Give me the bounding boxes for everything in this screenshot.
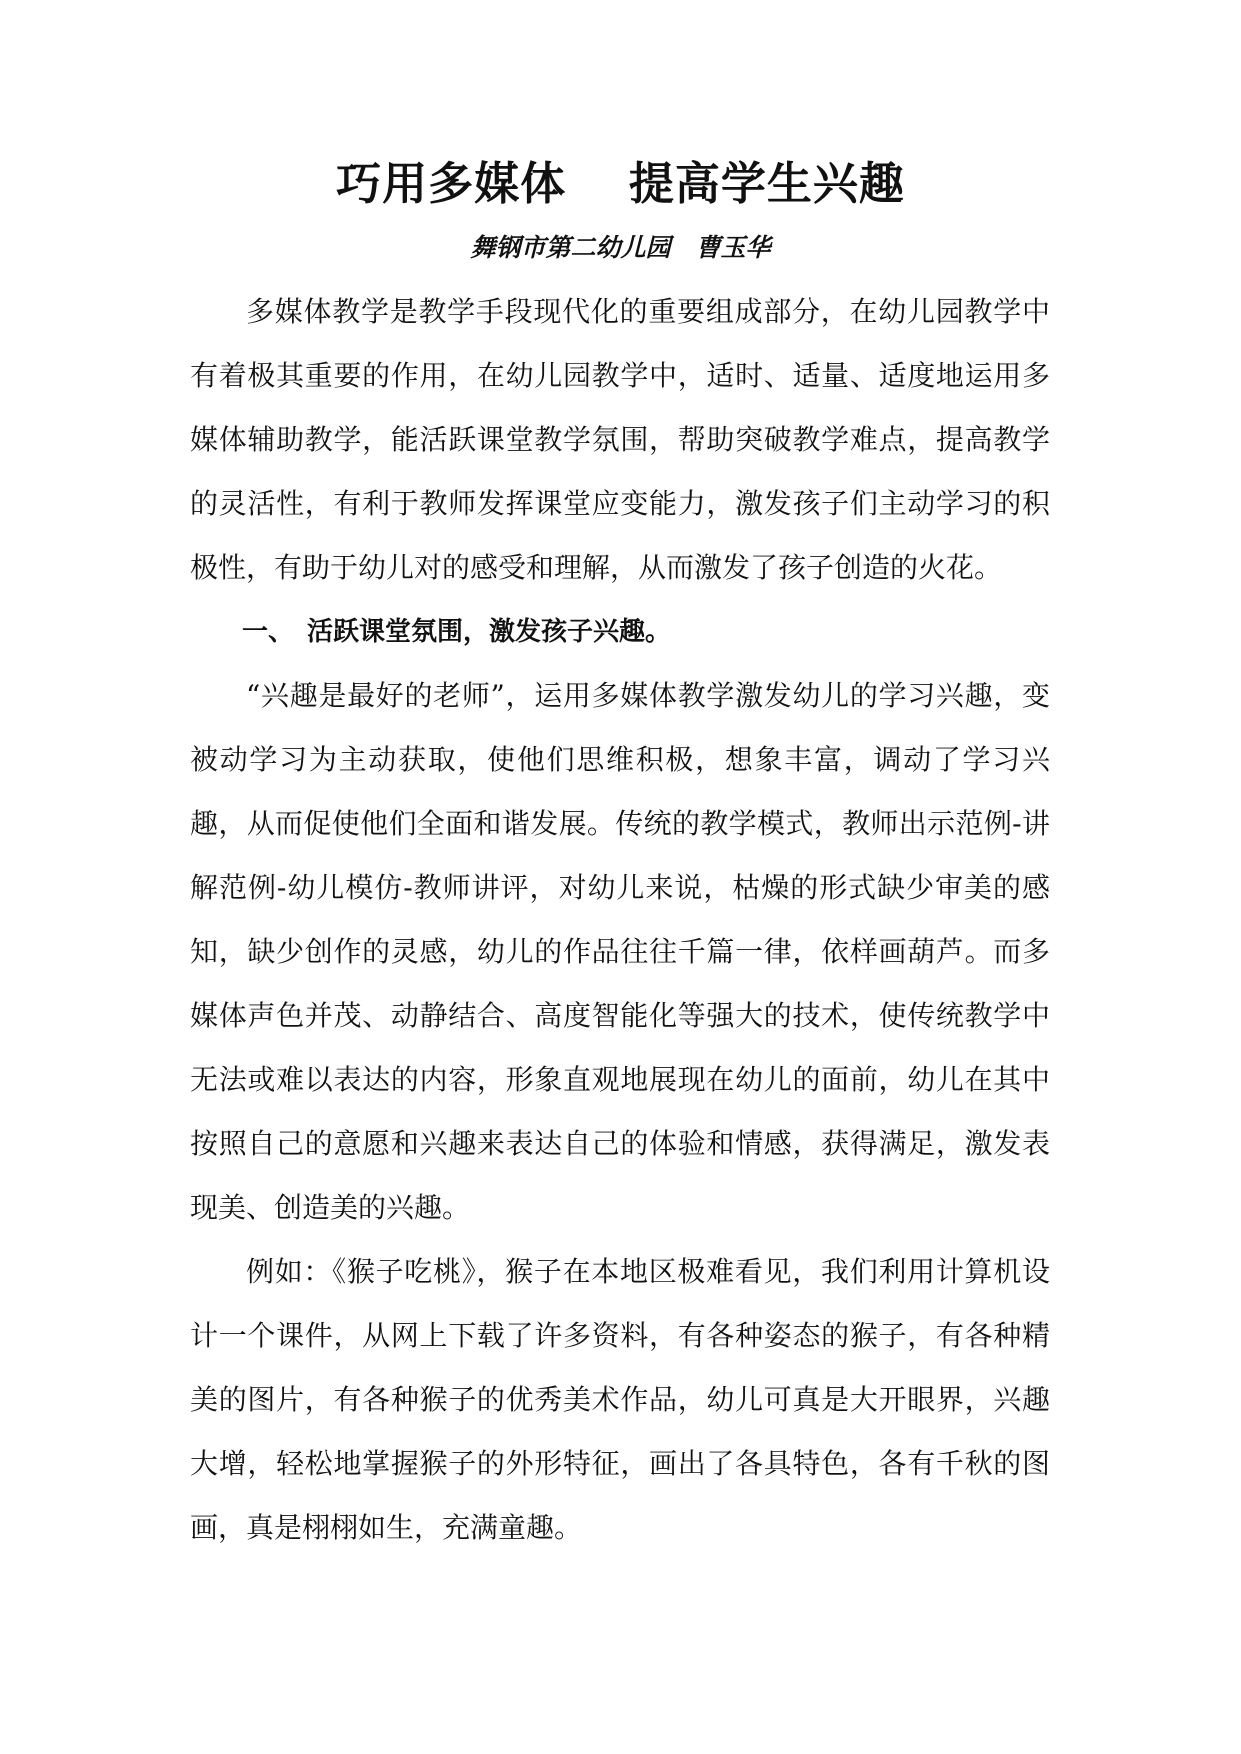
- paragraph-interest: “兴趣是最好的老师”，运用多媒体教学激发幼儿的学习兴趣，变被动学习为主动获取，使他们思维积极，想象丰富，调动了学习兴趣，从而促使他们全面和谐发展。传统的教学模式，教师出示范例-讲解范例-幼儿模仿-教师讲评，对幼儿来说，枯燥的形式缺少审美的感知，缺少创作的灵感，幼儿的作品往往千篇一律，依样画葫芦。而多媒体声色并茂、动静结合、高度智能化等强大的技术，使传统教学中无法或难以表达的内容，形象直观地展现在幼儿的面前，幼儿在其中按照自己的意愿和兴趣来表达自己的体验和情感，获得满足，激发表现美、创造美的兴趣。: [190, 679, 1050, 1224]
- section-heading-1: 一、 活跃课堂氛围，激发孩子兴趣。: [242, 617, 672, 647]
- document-body: [190, 280, 1050, 1560]
- paragraph-intro: 多媒体教学是教学手段现代化的重要组成部分，在幼儿园教学中有着极其重要的作用，在幼儿园教学中，适时、适量、适度地运用多媒体辅助教学，能活跃课堂教学氛围，帮助突破教学难点，提高教学的灵活性，有利于教师发挥课堂应变能力，激发孩子们主动学习的积极性，有助于幼儿对的感受和理解，从而激发了孩子创造的火花。: [190, 295, 1050, 584]
- author-byline: 舞钢市第二幼儿园 曹玉华: [470, 233, 771, 262]
- document-title: 巧用多媒体 提高学生兴趣: [336, 157, 905, 210]
- paragraph-example: 例如：《猴子吃桃》，猴子在本地区极难看见，我们利用计算机设计一个课件，从网上下载了许多资料，有各种姿态的猴子，有各种精美的图片，有各种猴子的优秀美术作品，幼儿可真是大开眼界，兴趣大增，轻松地掌握猴子的外形特征，画出了各具特色，各有千秋的图画，真是栩栩如生，充满童趣。: [190, 1255, 1050, 1544]
